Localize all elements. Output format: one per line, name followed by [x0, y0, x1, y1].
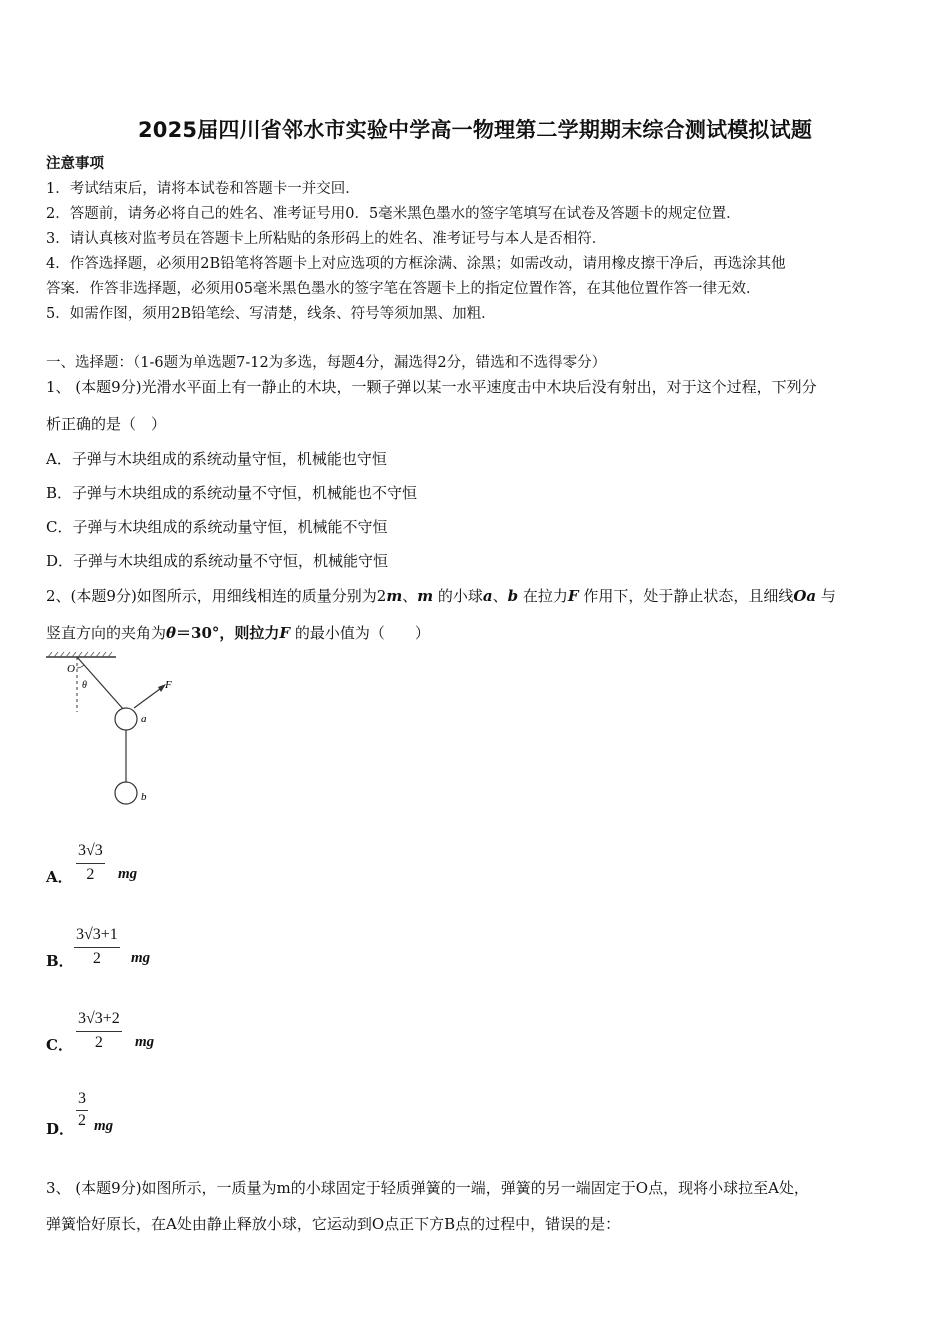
- angle-arc: [77, 665, 84, 668]
- question-2-option-c-label: C．: [46, 1036, 73, 1054]
- notice-item: 4．作答选择题，必须用2B铅笔将答题卡上对应选项的方框涂满、涂黑；如需改动，请用橡皮擦干净后，再选涂其他: [46, 256, 786, 272]
- notice-item: 答案．作答非选择题，必须用05毫米黑色墨水的签字笔在答题卡上的指定位置作答，在其他位置作答一律无效．: [46, 281, 761, 297]
- notice-item: 1．考试结束后，请将本试卷和答题卡一并交回．: [46, 181, 360, 197]
- notice-item: 3．请认真核对监考员在答题卡上所粘贴的条形码上的姓名、准考证号与本人是否相符．: [46, 231, 607, 247]
- question-2-option-a-fraction: 3√3 2: [78, 842, 103, 883]
- notice-item: 5．如需作图，须用2B铅笔绘、写清楚，线条、符号等须加黑、加粗．: [46, 306, 496, 322]
- question-2-text-cont: 竖直方向的夹角为θ＝30°，则拉力F 的最小值为（ ）: [46, 624, 430, 642]
- question-2-option-b-unit: mg: [131, 950, 151, 966]
- question-3-text-cont: 弹簧恰好原长，在A处由静止释放小球，它运动到O点正下方B点的过程中，错误的是：: [46, 1215, 621, 1233]
- label-a: a: [141, 713, 147, 725]
- question-2-option-b-label: B．: [46, 952, 74, 970]
- notice-item: 2．答题前，请务必将自己的姓名、准考证号用0．5毫米黑色墨水的签字笔填写在试卷及答题卡的规定位置．: [46, 206, 741, 222]
- question-3-text: 3、 (本题9分)如图所示，一质量为m的小球固定于轻质弹簧的一端，弹簧的另一端固定于O点，现将小球拉至A处，: [46, 1179, 809, 1197]
- question-2-option-c-fraction: 3√3+2 2: [78, 1010, 120, 1051]
- question-1-option-d: D．子弹与木块组成的系统动量不守恒，机械能守恒: [46, 552, 389, 570]
- ball-a: [115, 708, 137, 730]
- question-2-option-b-fraction: 3√3+1 2: [76, 926, 118, 967]
- question-2-option-d-unit: mg: [94, 1118, 114, 1134]
- question-1-option-a: A．子弹与木块组成的系统动量守恒，机械能也守恒: [46, 450, 387, 468]
- question-2-option-a-unit: mg: [118, 866, 138, 882]
- page-title: 2025届四川省邻水市实验中学高一物理第二学期期末综合测试模拟试题: [137, 118, 813, 142]
- question-2-option-a-label: A．: [46, 868, 73, 886]
- label-f: F: [165, 679, 172, 691]
- question-1-text: 1、 (本题9分)光滑水平面上有一静止的木块，一颗子弹以某一水平速度击中木块后没有射出，对于这个过程，下列分: [46, 378, 817, 396]
- pendulum-figure: [44, 652, 172, 812]
- question-2-option-d-label: D．: [46, 1120, 75, 1138]
- ball-b: [115, 782, 137, 804]
- question-2-option-c-unit: mg: [135, 1034, 155, 1050]
- label-o: O: [67, 663, 75, 675]
- question-1-option-b: B．子弹与木块组成的系统动量不守恒，机械能也不守恒: [46, 484, 418, 502]
- question-1-option-c: C．子弹与木块组成的系统动量守恒，机械能不守恒: [46, 518, 388, 536]
- question-2-text: 2、(本题9分)如图所示，用细线相连的质量分别为2m、m 的小球a、b 在拉力F 作用下，处于静止状态，且细线Oa 与: [46, 587, 836, 605]
- notice-heading: 注意事项: [46, 155, 104, 172]
- section-heading: 一、选择题：（1-6题为单选题7-12为多选，每题4分，漏选得2分，错选和不选得零分）: [46, 355, 607, 371]
- label-b: b: [141, 791, 147, 803]
- label-theta: θ: [82, 680, 87, 691]
- question-1-text-cont: 析正确的是（ ）: [46, 415, 167, 433]
- question-2-option-d-fraction: 3 2: [78, 1090, 86, 1129]
